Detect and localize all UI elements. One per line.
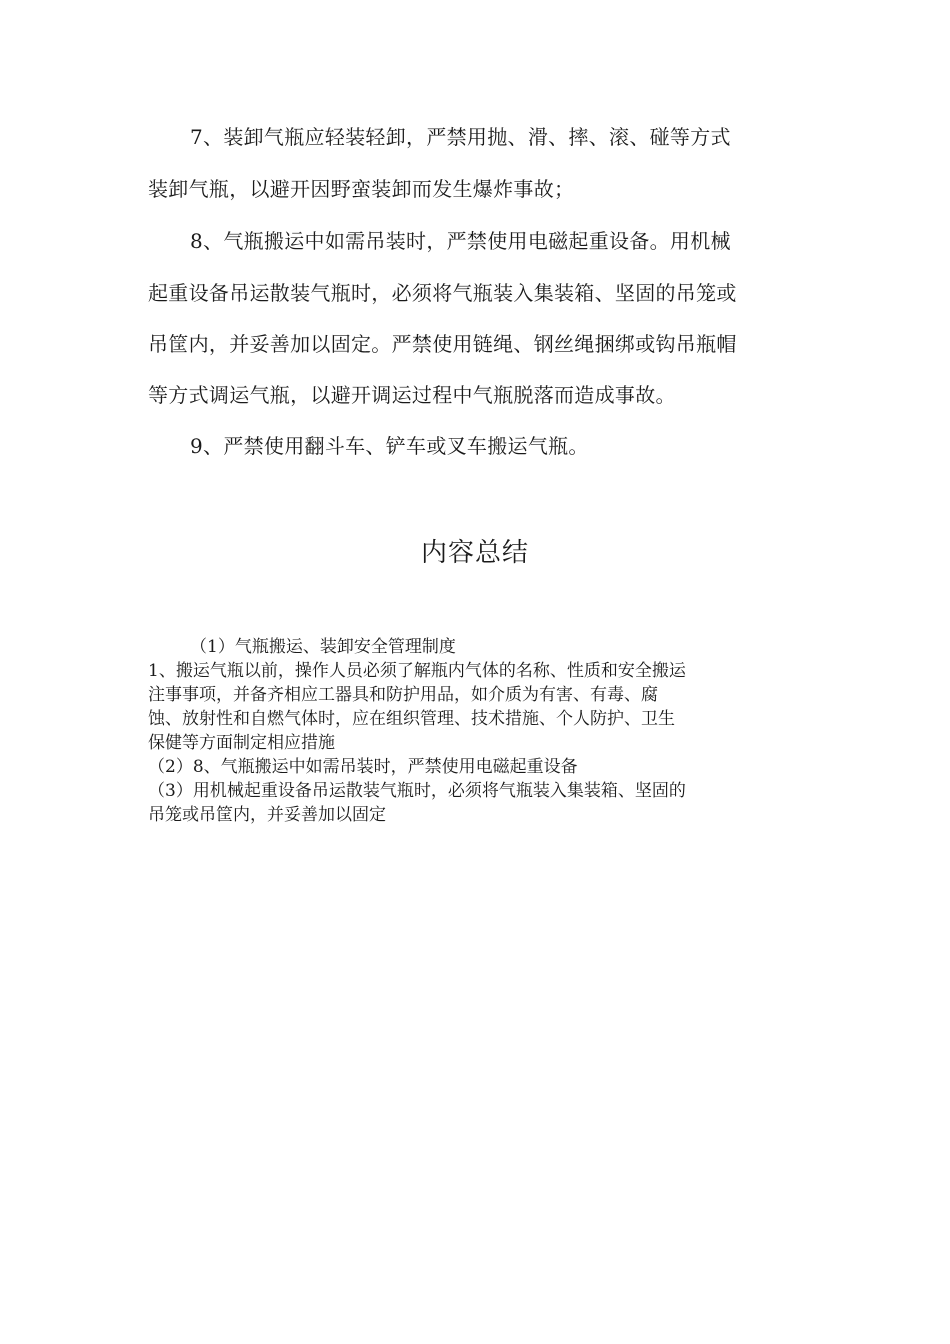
summary-line: 蚀、放射性和自燃气体时，应在组织管理、技术措施、个人防护、卫生 <box>148 709 675 729</box>
summary-line: （3）用机械起重设备吊运散装气瓶时，必须将气瓶装入集装箱、坚固的 <box>148 781 686 801</box>
paragraph-7-line-1: 7、装卸气瓶应轻装轻卸，严禁用抛、滑、摔、滚、碰等方式 <box>190 125 731 149</box>
paragraph-8-line-1: 8、气瓶搬运中如需吊装时，严禁使用电磁起重设备。用机械 <box>190 229 731 253</box>
summary-line: 吊笼或吊筐内，并妥善加以固定 <box>148 805 386 825</box>
summary-line: 1、搬运气瓶以前，操作人员必须了解瓶内气体的名称、性质和安全搬运 <box>148 661 686 681</box>
paragraph-8-line-2: 起重设备吊运散装气瓶时，必须将气瓶装入集装箱、坚固的吊笼或 <box>148 281 737 305</box>
paragraph-8-line-3: 吊筐内，并妥善加以固定。严禁使用链绳、钢丝绳捆绑或钩吊瓶帽 <box>148 332 737 356</box>
summary-line: 保健等方面制定相应措施 <box>148 733 335 753</box>
summary-line: （1）气瓶搬运、装卸安全管理制度 <box>190 637 456 657</box>
paragraph-9-line-1: 9、严禁使用翻斗车、铲车或叉车搬运气瓶。 <box>190 434 589 458</box>
summary-title: 内容总结 <box>420 538 529 568</box>
summary-line: 注事事项，并备齐相应工器具和防护用品，如介质为有害、有毒、腐 <box>148 685 658 705</box>
paragraph-7-line-2: 装卸气瓶，以避开因野蛮装卸而发生爆炸事故； <box>148 177 575 201</box>
summary-line: （2）8、气瓶搬运中如需吊装时，严禁使用电磁起重设备 <box>148 757 578 777</box>
paragraph-8-line-4: 等方式调运气瓶，以避开调运过程中气瓶脱落而造成事故。 <box>148 383 676 407</box>
